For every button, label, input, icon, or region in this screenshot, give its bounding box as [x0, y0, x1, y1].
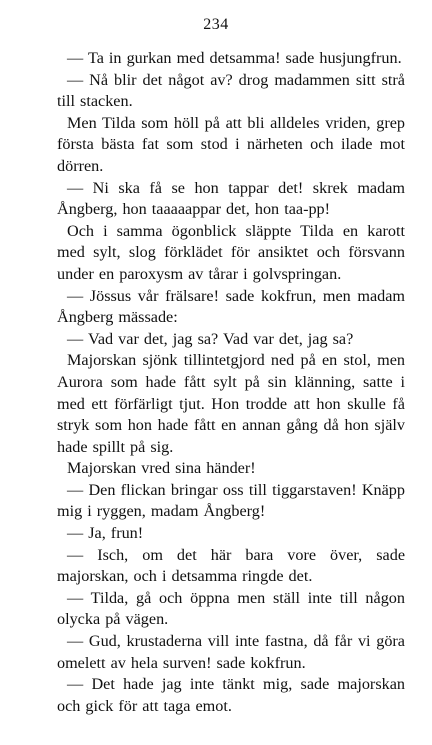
paragraph: — Tilda, gå och öppna men ställ inte till någon olycka på vägen.	[57, 588, 405, 629]
paragraph: — Ja, frun!	[67, 524, 144, 543]
paragraph: — Den flickan bringar oss till tiggarstaven! Knäpp mig i ryggen, madam Ångberg!	[57, 480, 405, 521]
paragraph: Och i samma ögonblick släppte Tilda en karott med sylt, slog förklädet för ansiktet och försvann under en paroxysm av tårar i golvspringan.	[57, 221, 405, 283]
paragraph: Majorskan sjönk tillintetgjord ned på en stol, men Aurora som hade fått sylt på sin klänning, satte i med ett förfärligt tjut. Hon trodde att hon skulle få stryk som hon hade fått en annan gång då hon själv hade spillt på sig.	[57, 351, 405, 456]
paragraph: — Jössus vår frälsare! sade kokfrun, men madam Ångberg mässade:	[57, 286, 405, 327]
paragraph: — Vad var det, jag sa? Vad var det, jag sa?	[67, 329, 354, 348]
paragraph: — Gud, krustaderna vill inte fastna, då får vi göra omelett av hela surven! sade kokfrun.	[57, 632, 405, 672]
paragraph: Majorskan vred sina händer!	[67, 459, 256, 478]
page-number: 234	[203, 16, 229, 33]
paragraph: — Isch, om det här bara vore över, sade majorskan, och i detsamma ringde det.	[57, 545, 405, 586]
paragraph: Men Tilda som höll på att bli alldeles vriden, grep första bästa fat som stod i närheten och ilade mot dörren.	[57, 113, 405, 175]
paragraph: — Nå blir det något av? drog madammen sitt strå till stacken.	[57, 70, 405, 111]
paragraph: — Det hade jag inte tänkt mig, sade majorskan och gick för att taga emot.	[57, 675, 405, 715]
body-text	[57, 48, 405, 717]
paragraph: — Ni ska få se hon tappar det! skrek madam Ångberg, hon taaaaappar det, hon taa-pp!	[57, 178, 405, 219]
paragraph: — Ta in gurkan med detsamma! sade husjungfrun.	[67, 49, 402, 67]
